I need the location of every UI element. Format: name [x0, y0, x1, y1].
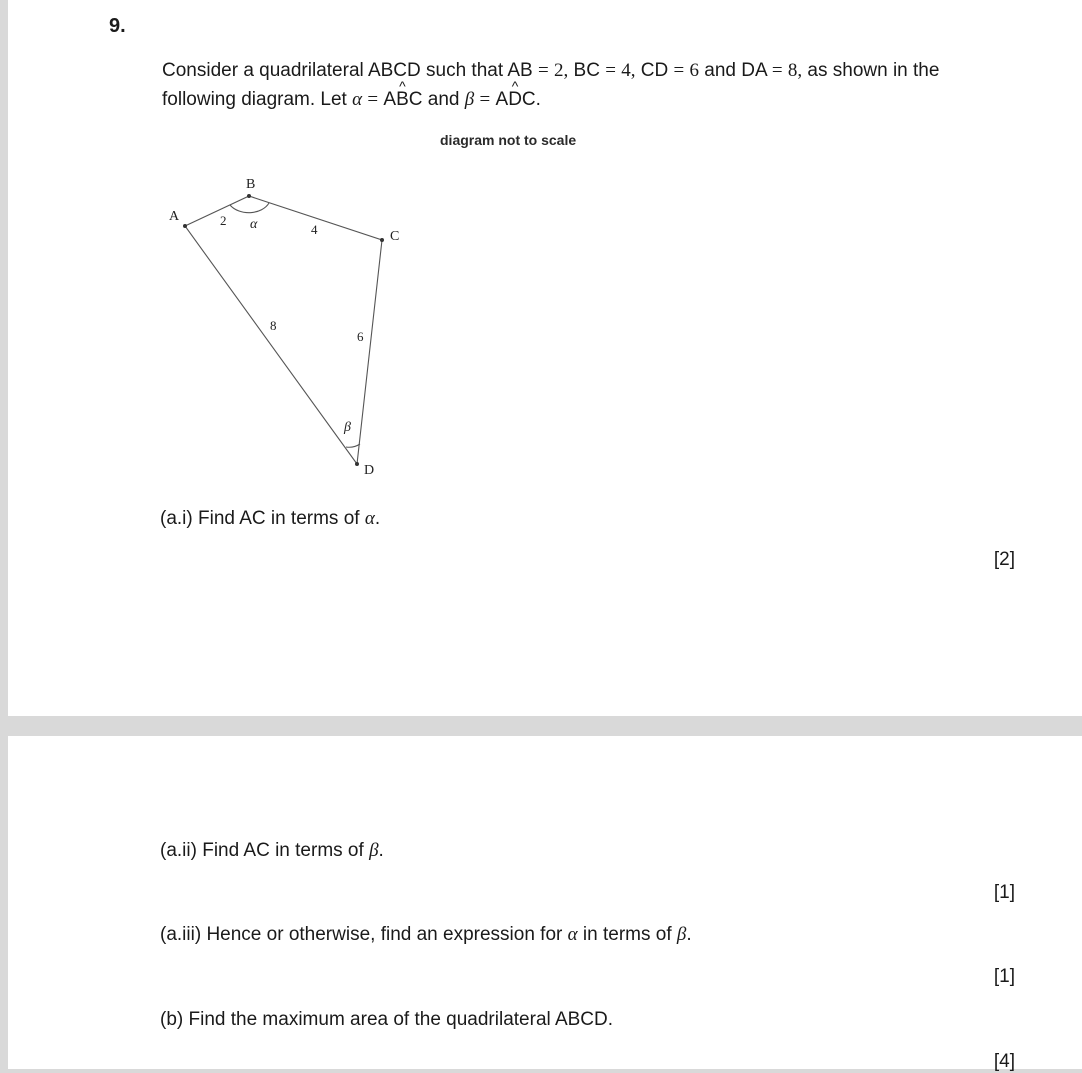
beta-arc: [346, 444, 360, 447]
quadrilateral-diagram: [8, 0, 608, 500]
quadrilateral-outline: [185, 196, 382, 464]
intro-line-1: Consider a quadrilateral ABCD such that AB = 2, BC = 4, CD = 6 and DA = 8, as shown in the: [162, 60, 940, 81]
alpha-arc: [230, 203, 269, 213]
vertex-b-dot: [247, 194, 251, 198]
part-a-iii-marks: [1]: [993, 966, 1015, 987]
part-b-question: (b) Find the maximum area of the quadrilateral ABCD.: [160, 1009, 614, 1030]
part-a-i-question: (a.i) Find AC in terms of α.: [160, 508, 381, 529]
angle-adc: A^ DC.: [496, 89, 541, 110]
vertex-d-dot: [355, 462, 359, 466]
side-da-label: 8: [270, 318, 277, 333]
part-a-ii-marks: [1]: [993, 882, 1015, 903]
part-b-marks: [4]: [993, 1051, 1015, 1072]
part-a-i-marks: [2]: [993, 549, 1015, 570]
vertex-b-label: B: [246, 177, 256, 192]
angle-abc: A^ BC: [383, 89, 422, 110]
vertex-c-label: C: [390, 229, 400, 244]
side-cd-label: 6: [357, 329, 364, 344]
side-bc-label: 4: [311, 222, 318, 237]
diagram-caption: diagram not to scale: [440, 132, 577, 148]
vertex-a-label: A: [169, 209, 180, 224]
page-2: [8, 736, 1082, 1072]
beta-angle-label: β: [344, 420, 351, 435]
alpha-angle-label: α: [250, 217, 258, 232]
part-a-iii-question: (a.iii) Hence or otherwise, find an expression for α in terms of β.: [160, 924, 692, 945]
vertex-c-dot: [380, 238, 384, 242]
vertex-a-dot: [183, 224, 187, 228]
side-ab-label: 2: [220, 213, 227, 228]
part-a-ii-question: (a.ii) Find AC in terms of β.: [160, 840, 384, 861]
question-number: 9.: [109, 15, 126, 37]
intro-line-2: following diagram. Let α = A^ BC and β = A^ DC.: [162, 89, 541, 111]
vertex-d-label: D: [364, 463, 375, 478]
page-1: [8, 0, 1082, 716]
